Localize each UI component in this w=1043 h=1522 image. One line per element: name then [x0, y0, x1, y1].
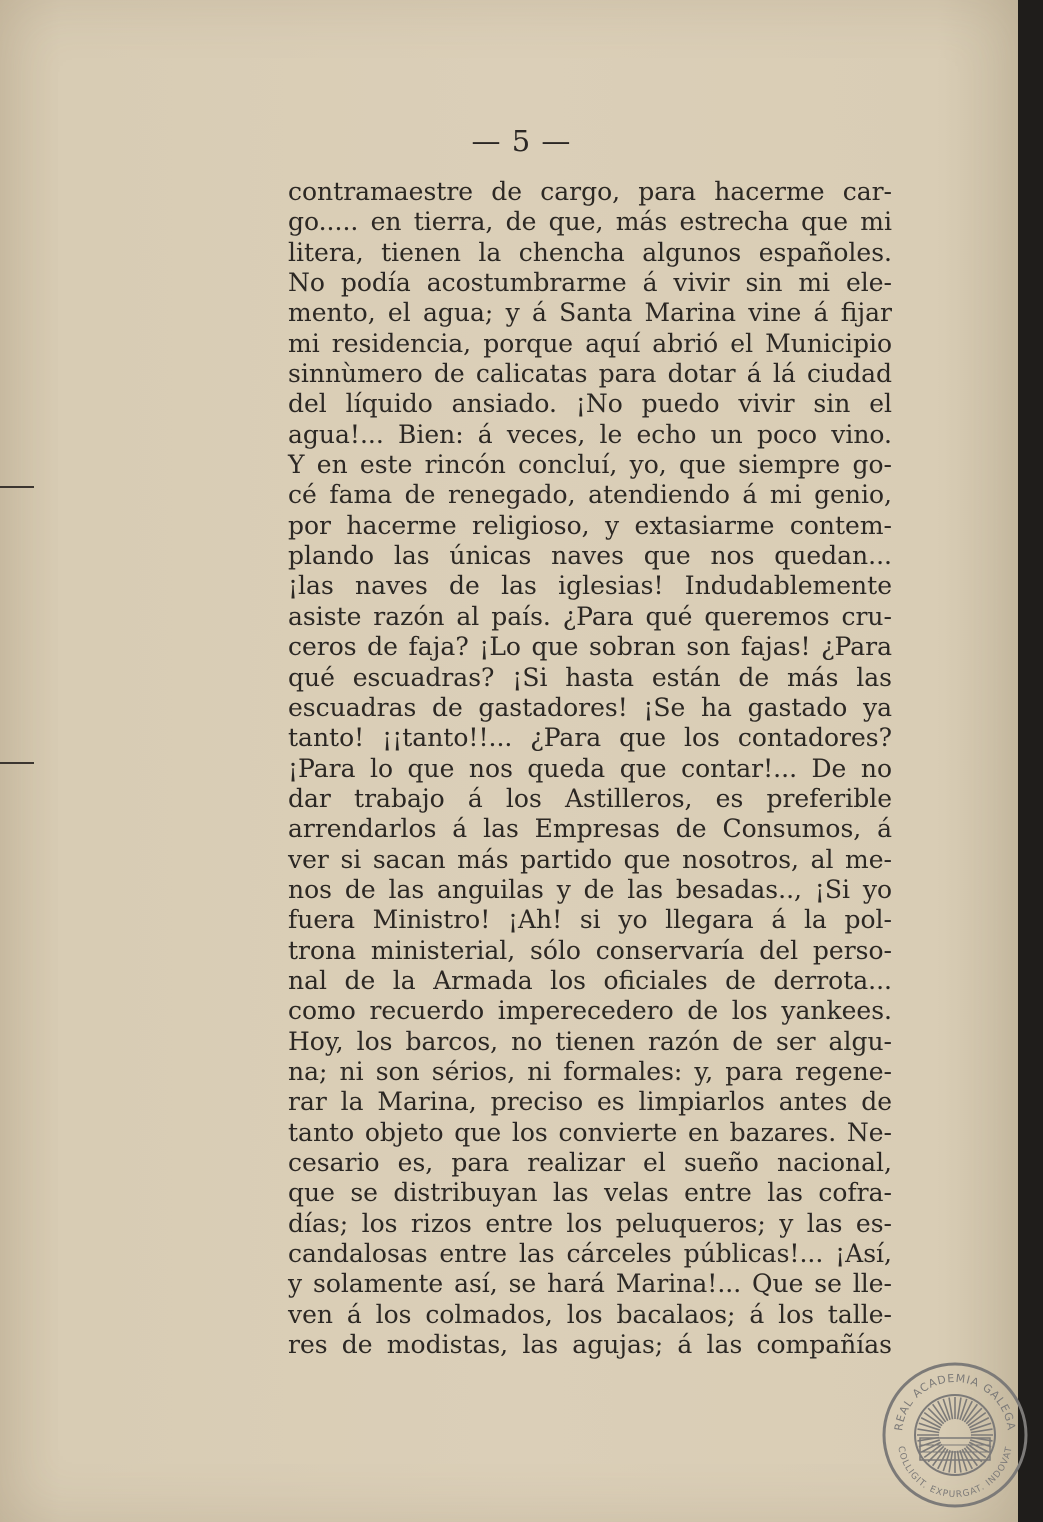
text-line: ¡Para lo que nos queda que contar!... De no [288, 753, 892, 783]
text-line: nos de las anguilas y de las besadas.., ¡Si yo [288, 874, 892, 904]
library-stamp [880, 1360, 1030, 1510]
page-number: — 5 — [471, 124, 572, 158]
text-line: asiste razón al país. ¿Para qué queremos cru- [288, 601, 892, 631]
text-line: como recuerdo imperecedero de los yankees. [288, 996, 892, 1026]
text-line: cesario es, para realizar el sueño nacional, [288, 1148, 892, 1177]
text-line: ceros de faja? ¡Lo que sobran son fajas! ¿Para [288, 632, 892, 662]
stamp-top-text: REAL ACADEMIA GALEGA [892, 1371, 1018, 1432]
text-line: sinnùmero de calicatas para dotar á lá ciudad [288, 359, 892, 389]
text-line: mento, el agua; y á Santa Marina vine á fijar [288, 298, 892, 328]
text-line: mi residencia, porque aquí abrió el Municipio [288, 328, 892, 358]
text-line: rar la Marina, preciso es limpiarlos antes de [288, 1087, 892, 1117]
stamp-seal-icon [880, 1360, 1030, 1510]
text-line: res de modistas, las agujas; á las compañías [288, 1330, 892, 1360]
text-line: y solamente así, se hará Marina!... Que se lle- [288, 1269, 892, 1299]
text-line: por hacerme religioso, y extasiarme contem- [288, 510, 892, 540]
text-line: na; ni son sérios, ni formales: y, para regene- [288, 1056, 892, 1086]
gutter-mark [0, 486, 34, 488]
text-line: contramaestre de cargo, para hacerme car- [288, 177, 892, 206]
text-line: que se distribuyan las velas entre las cofra- [288, 1178, 892, 1208]
text-line: ven á los colmados, los bacalaos; á los talle- [288, 1299, 892, 1329]
text-line: dar trabajo á los Astilleros, es preferible [288, 783, 892, 813]
body-text [288, 177, 892, 1360]
text-line: escuadras de gastadores! ¡Se ha gastado ya [288, 692, 892, 722]
text-line: ver si sacan más partido que nosotros, al me- [288, 844, 892, 874]
text-line: arrendarlos á las Empresas de Consumos, á [288, 814, 892, 844]
text-line: No podía acostumbrarme á vivir sin mi ele- [288, 268, 892, 298]
text-line: agua!... Bien: á veces, le echo un poco vino. [288, 419, 892, 449]
text-line: go..... en tierra, de que, más estrecha que mi [288, 207, 892, 237]
text-line: trona ministerial, sólo conservaría del perso- [288, 935, 892, 965]
text-line: Hoy, los barcos, no tienen razón de ser algu- [288, 1026, 892, 1056]
text-line: candalosas entre las cárceles públicas!... ¡Así, [288, 1239, 892, 1269]
text-line: litera, tienen la chencha algunos españoles. [288, 237, 892, 267]
text-line: nal de la Armada los oficiales de derrota... [288, 965, 892, 995]
text-line: fuera Ministro! ¡Ah! si yo llegara á la pol- [288, 905, 892, 935]
text-line: Y en este rincón concluí, yo, que siempre go- [288, 450, 892, 480]
gutter-mark [0, 762, 34, 764]
text-line: tanto! ¡¡tanto!!... ¿Para que los contadores? [288, 723, 892, 753]
text-line: plando las únicas naves que nos quedan... [288, 541, 892, 571]
text-line: del líquido ansiado. ¡No puedo vivir sin el [288, 389, 892, 419]
text-line: ¡las naves de las iglesias! Indudablemente [288, 571, 892, 601]
stamp-bottom-text: COLLIGIT. EXPURGAT. INDOVAT [895, 1445, 1015, 1501]
text-line: tanto objeto que los convierte en bazares. Ne- [288, 1117, 892, 1147]
text-line: qué escuadras? ¡Si hasta están de más las [288, 662, 892, 692]
text-line: cé fama de renegado, atendiendo á mi genio, [288, 480, 892, 510]
text-line: días; los rizos entre los peluqueros; y las es- [288, 1208, 892, 1238]
